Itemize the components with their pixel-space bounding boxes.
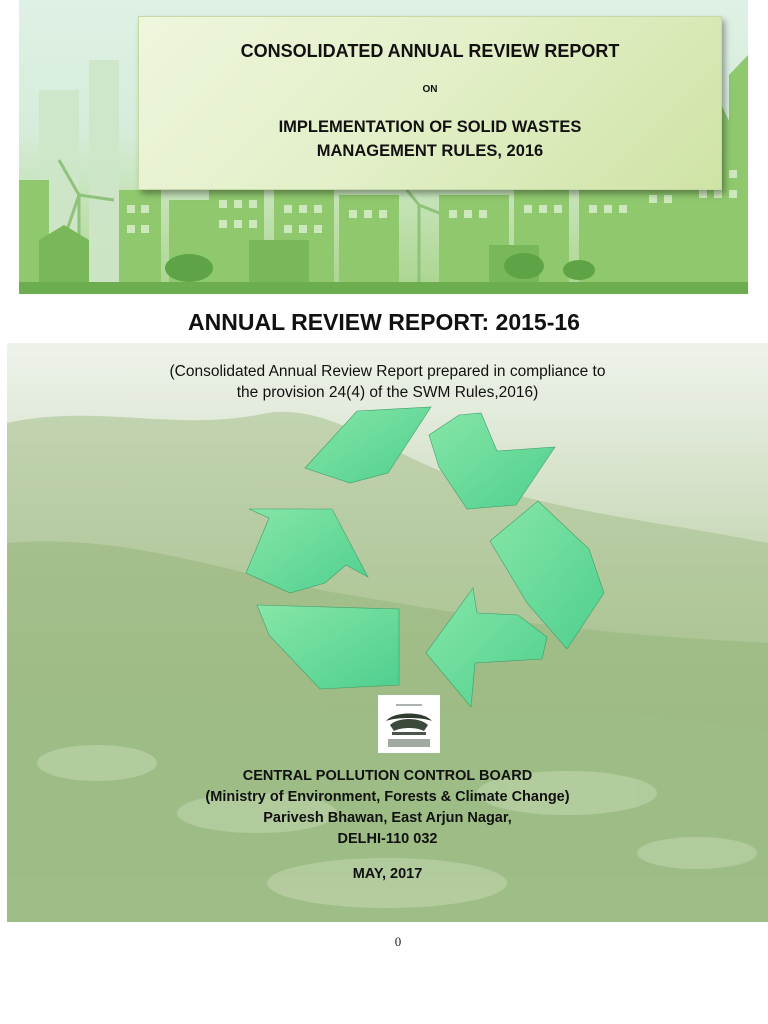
report-year-heading: ANNUAL REVIEW REPORT: 2015-16	[188, 309, 580, 335]
title-connector: ON	[422, 84, 438, 95]
landfill-cover-image	[7, 343, 768, 922]
address-line1: Parivesh Bhawan, East Arjun Nagar,	[263, 810, 512, 826]
cover-banner	[19, 0, 748, 294]
report-subtitle-line1: IMPLEMENTATION OF SOLID WASTES	[278, 118, 582, 136]
report-title: CONSOLIDATED ANNUAL REVIEW REPORT	[240, 41, 620, 61]
organization-name: CENTRAL POLLUTION CONTROL BOARD	[242, 768, 533, 784]
ministry-name: (Ministry of Environment, Forests & Climate Change)	[205, 789, 570, 805]
caption-line1: (Consolidated Annual Review Report prepared in compliance to	[169, 363, 606, 380]
caption-line2: the provision 24(4) of the SWM Rules,2016)	[236, 384, 539, 401]
cpcb-logo-icon	[378, 695, 440, 753]
report-title-box	[138, 16, 722, 190]
address-line2: DELHI-110 032	[337, 831, 438, 847]
publication-date: MAY, 2017	[352, 866, 423, 882]
organization-block	[7, 766, 768, 850]
report-subtitle-line2: MANAGEMENT RULES, 2016	[316, 142, 544, 160]
page-number: 0	[394, 934, 402, 949]
cpcb-emblem-icon	[378, 695, 440, 753]
report-subtitle	[139, 115, 721, 163]
